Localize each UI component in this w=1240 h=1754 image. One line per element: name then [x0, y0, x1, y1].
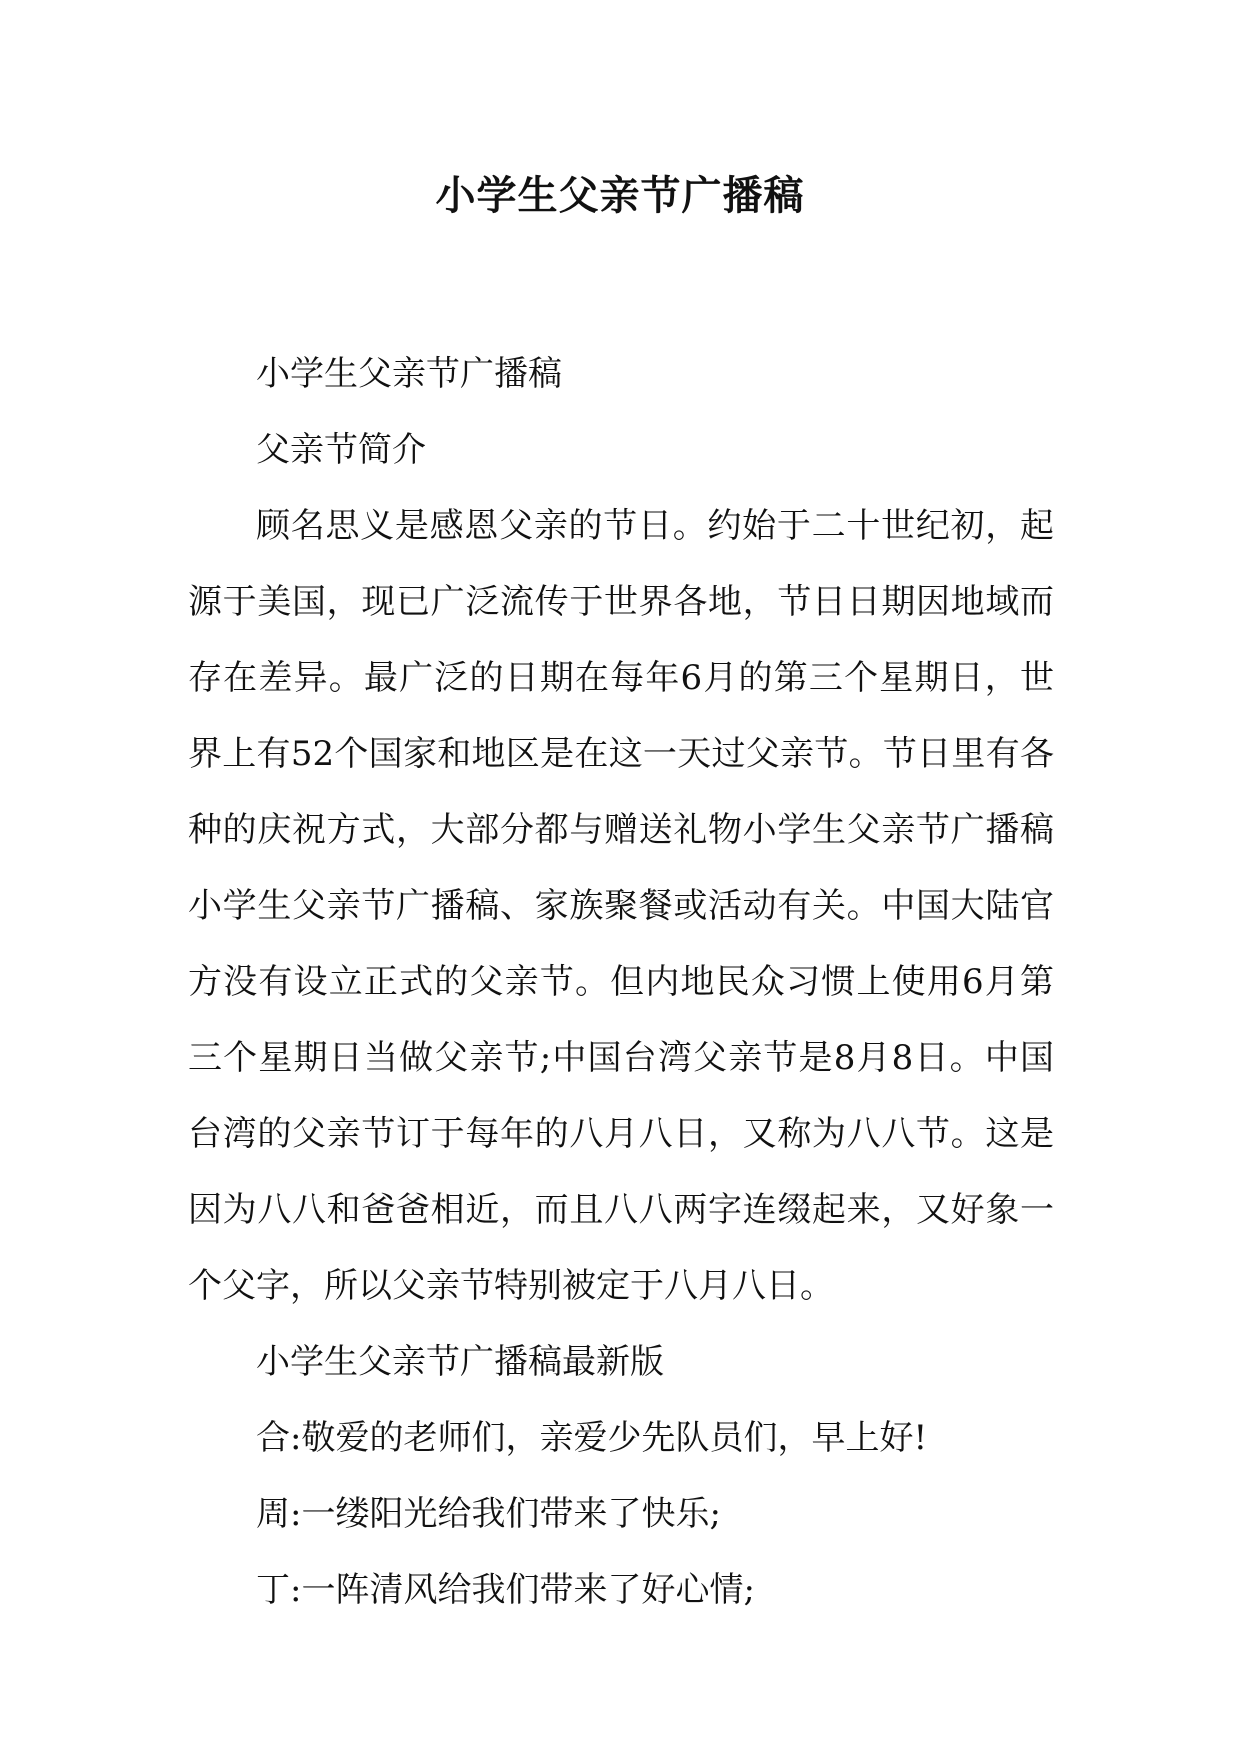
paragraph-subheading: 小学生父亲节广播稿最新版: [256, 1342, 664, 1382]
paragraph-section-title: 父亲节简介: [256, 430, 426, 470]
paragraph-dialogue-2: 周:一缕阳光给我们带来了快乐;: [256, 1494, 721, 1534]
document-body: [188, 336, 1054, 1628]
document-title: 小学生父亲节广播稿: [435, 173, 805, 219]
paragraph-intro: 顾名思义是感恩父亲的节日。约始于二十世纪初，起源于美国，现已广泛流传于世界各地，节日日期因地域而存在差异。最广泛的日期在每年6月的第三个星期日，世界上有52个国家和地区是在这一天过父亲节。节日里有各种的庆祝方式，大部分都与赠送礼物小学生父亲节广播稿小学生父亲节广播稿、家族聚餐或活动有关。中国大陆官方没有设立正式的父亲节。但内地民众习惯上使用6月第三个星期日当做父亲节;中国台湾父亲节是8月8日。中国台湾的父亲节订于每年的八月八日，又称为八八节。这是因为八八和爸爸相近，而且八八两字连缀起来，又好象一个父字，所以父亲节特别被定于八月八日。: [188, 506, 1054, 1306]
paragraph-dialogue-1: 合:敬爱的老师们，亲爱少先队员们，早上好!: [256, 1418, 928, 1458]
paragraph-heading: 小学生父亲节广播稿: [256, 354, 562, 394]
paragraph-dialogue-3: 丁:一阵清风给我们带来了好心情;: [256, 1570, 755, 1610]
